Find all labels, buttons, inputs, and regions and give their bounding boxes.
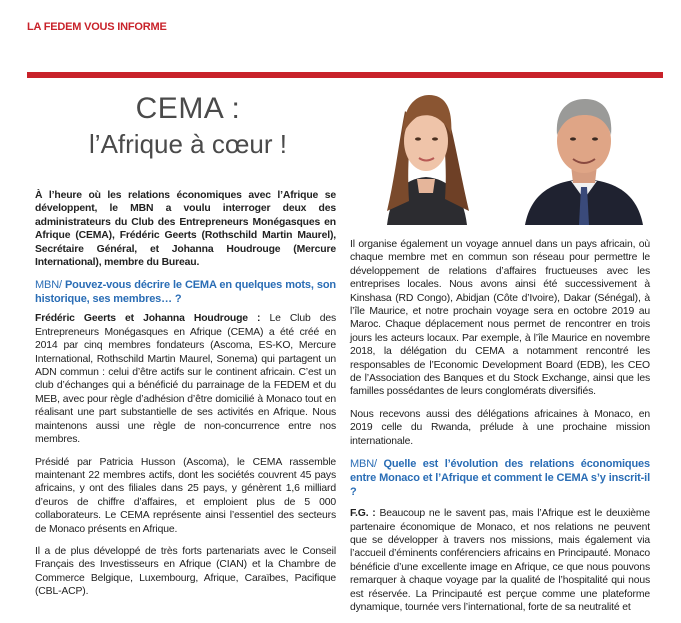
answer-2-text: Beaucoup ne le savent pas, mais l’Afrique est le deuxième partenaire économique de Monaco, et nos relations ne peuvent que se développer à travers nos missions, mais également via l’accueil d’éminents conférenciers africains en Principauté. Monaco bénéficie d’une excellente image en Afrique, ce que nous pouvons remarquer à chaque voyage par la qualité de l’hospitalité qui nous est réservée. La Principauté est perçue comme une plateforme dynamique, tournée vers l’international, forte de sa neutralité et	[350, 508, 650, 613]
answer-1-paragraph-1	[35, 312, 336, 446]
question-1-text: Pouvez-vous décrire le CEMA en quelques mots, son historique, ses membres… ?	[35, 279, 336, 306]
answer-1-speaker: Frédéric Geerts et Johanna Houdrouge :	[35, 313, 261, 325]
question-1-prefix: MBN/	[35, 279, 65, 292]
question-2-text: Quelle est l’évolution des relations économiques entre Monaco et l’Afrique et comment le CEMA s’y inscrit-il ?	[350, 458, 650, 499]
section-kicker: LA FEDEM VOUS INFORME	[27, 21, 167, 33]
question-1	[35, 278, 336, 306]
title-line-2: l’Afrique à cœur !	[89, 129, 287, 159]
portrait-woman-photo	[347, 81, 505, 225]
answer-2-paragraph	[350, 507, 650, 614]
portrait-man-photo	[505, 81, 663, 225]
question-2	[350, 457, 650, 499]
red-rule	[27, 72, 663, 78]
intro-paragraph: À l’heure où les relations économiques avec l’Afrique se développent, le MBN a voulu interroger deux des administrateurs du Club des Entrepreneurs Monégasques en Afrique (CEMA), Frédéric Geerts (Rothschild Martin Maurel), Secrétaire Général, et Johanna Houdrouge (Mercure International), membre du Bureau.	[35, 190, 336, 269]
right-paragraph-1: Il organise également un voyage annuel dans un pays africain, où chaque membre met en commun son réseau pour permettre le développement de relations d’affaires fructueuses avec les entreprises locales. Nous avons ainsi été successivement à Kinshasa (RD Congo), Abidjan (Côte d’Ivoire), Dakar (Sénégal), à l’île Maurice, et notre prochain voyage sera en octobre 2019 au Maroc. Chaque déplacement nous permet de rencontrer en trois jours les acteurs locaux. Par exemple, à l’île Maurice en novembre 2018, la délégation du CEMA a notamment rencontré les responsables de l’Economic Development Board (EDB), les CEO de l’Association des Banques et du Stock Exchange, ainsi que les familles possédantes de leurs conglomérats diversifiés.	[350, 239, 650, 398]
answer-1-text: Le Club des Entrepreneurs Monégasques en Afrique (CEMA) a été créé en 2014 par cinq membres fondateurs (Ascoma, ES-KO, Mercure International, Rothschild Martin Maurel, Sonema) qui partagent un ADN commun : celui d’être actifs sur le continent africain. C’est un club d’échanges qui a bénéficié du parrainage de la FEDEM et du MEB, avec pour règle d’adhésion d’être domicilié à Monaco tout en réalisant une part substantielle de ses activités en Afrique. Nous maintenons aussi une règle de non-concurrence entre nos membres.	[35, 313, 336, 446]
answer-1-paragraph-3: Il a de plus développé de très forts partenariats avec le Conseil Français des Investisseurs en Afrique (CIAN) et la Chambre de Commerce Belgique, Luxembourg, Afrique, Caraïbes, Pacifique (CBL-ACP).	[35, 545, 336, 598]
right-paragraph-2: Nous recevons aussi des délégations africaines à Monaco, en 2019 celle du Rwanda, prélude à une prochaine mission internationale.	[350, 408, 650, 447]
answer-2-speaker: F.G. :	[350, 508, 376, 520]
right-column	[350, 238, 650, 623]
answer-1-paragraph-2: Présidé par Patricia Husson (Ascoma), le CEMA rassemble maintenant 22 membres actifs, dont les sociétés couvrent 45 pays africains, y ont des filiales dans 25 pays, y génèrent 1,6 milliard d’euros de chiffre d’affaires, et emploient plus de 5 000 collaborateurs. Le CEMA représente ainsi l’essentiel des secteurs de Monaco présents en Afrique.	[35, 456, 336, 535]
article-title	[30, 92, 346, 160]
title-line-1: CEMA :	[135, 92, 241, 125]
question-2-prefix: MBN/	[350, 458, 384, 471]
left-column	[35, 189, 336, 608]
